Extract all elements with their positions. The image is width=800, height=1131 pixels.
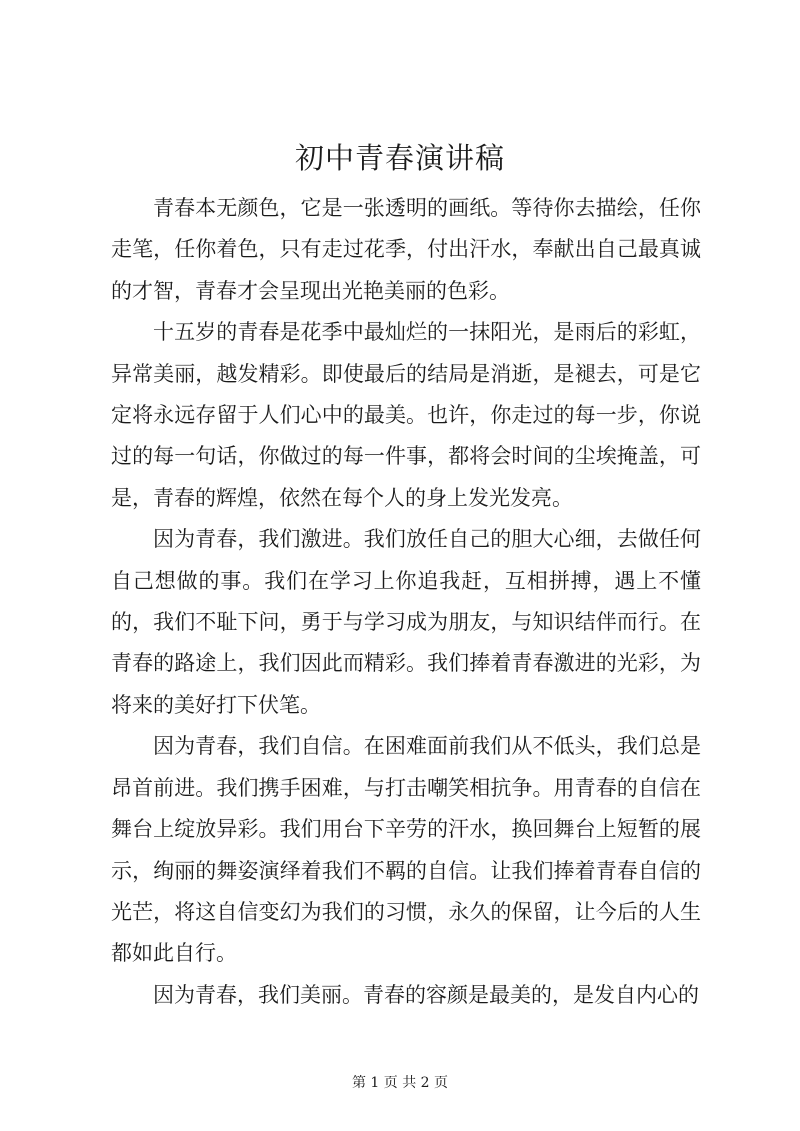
page-number-footer: 第 1 页 共 2 页 xyxy=(351,1075,449,1091)
paragraph-5: 因为青春，我们美丽。青春的容颜是最美的，是发自内心的 xyxy=(153,982,699,1007)
document-body xyxy=(111,188,701,1016)
paragraph-4: 因为青春，我们自信。在困难面前我们从不低头，我们总是昂首前进。我们携手困难，与打击嘲笑相抗争。用青春的自信在舞台上绽放异彩。我们用台下辛劳的汗水，换回舞台上短暂的展示，绚丽的舞姿演绎着我们不羁的自信。让我们捧着青春自信的光芒，将这自信变幻为我们的习惯，永久的保留，让今后的人生都如此自行。 xyxy=(111,734,701,966)
paragraph-1: 青春本无颜色，它是一张透明的画纸。等待你去描绘，任你走笔，任你着色，只有走过花季，付出汗水，奉献出自己最真诚的才智，青春才会呈现出光艳美丽的色彩。 xyxy=(111,196,701,303)
paragraph-2: 十五岁的青春是花季中最灿烂的一抹阳光，是雨后的彩虹，异常美丽，越发精彩。即使最后的结局是消逝，是褪去，可是它定将永远存留于人们心中的最美。也许，你走过的每一步，你说过的每一句话，你做过的每一件事，都将会时间的尘埃掩盖，可是，青春的辉煌，依然在每个人的身上发光发亮。 xyxy=(111,320,701,510)
paragraph-3: 因为青春，我们激进。我们放任自己的胆大心细，去做任何自己想做的事。我们在学习上你追我赶，互相拼搏，遇上不懂的，我们不耻下问，勇于与学习成为朋友，与知识结伴而行。在青春的路途上，我们因此而精彩。我们捧着青春激进的光彩，为将来的美好打下伏笔。 xyxy=(111,527,701,717)
document-title: 初中青春演讲稿 xyxy=(294,141,505,175)
